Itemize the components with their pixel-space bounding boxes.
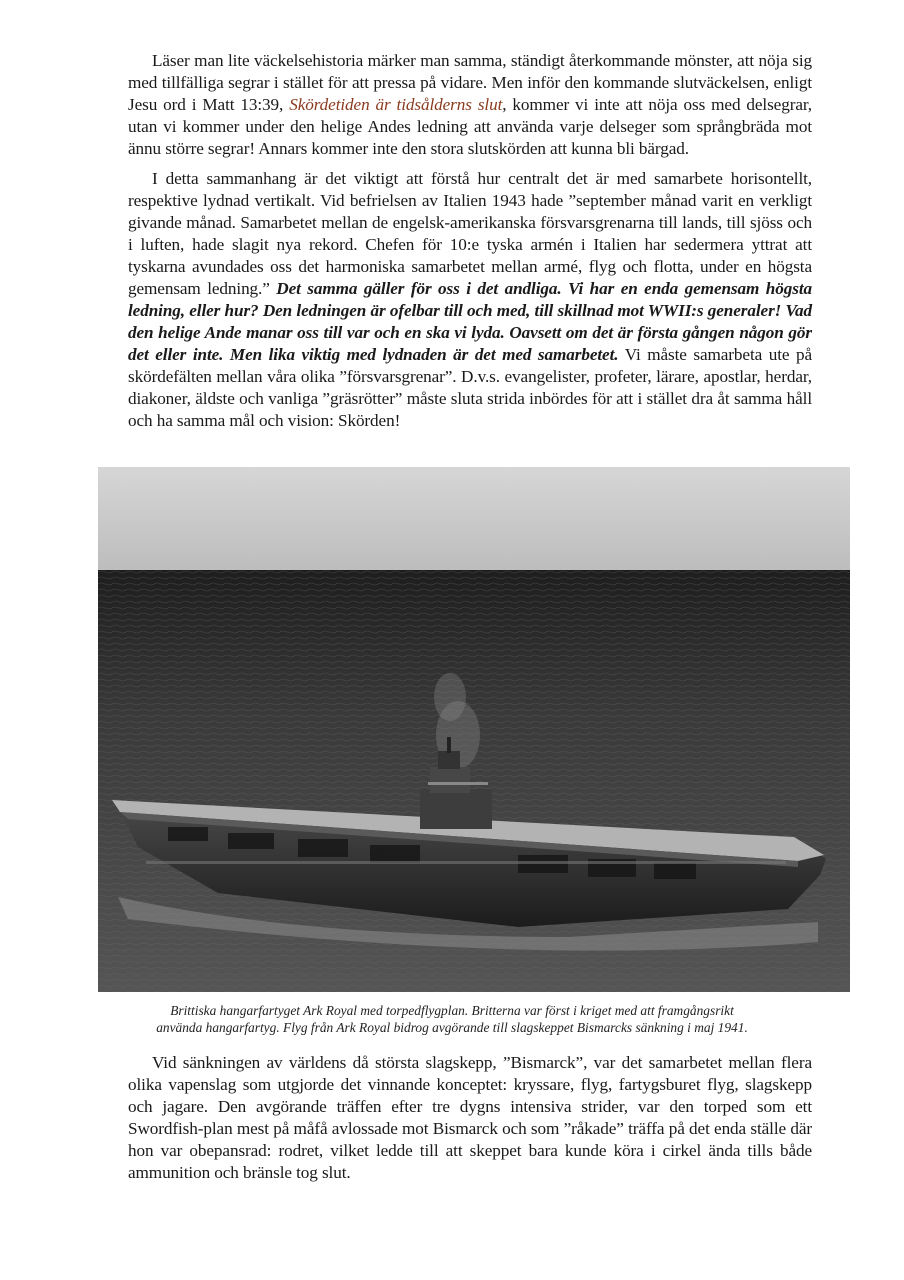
paragraph-2-emphasis: Det samma gäller för oss i det andliga. Vi har en enda gemensam högsta ledning, eller hur? Den ledningen är ofelbar till och med, till skillnad mot WWII:s generaler! Vad den helige Ande manar oss till var och en ska vi lyda. Oavsett om det är första gången någon gör det eller inte. Men lika viktig med lydnaden är det med samarbetet. — [128, 279, 812, 364]
paragraph-2-text-a: I detta sammanhang är det viktigt att förstå hur centralt det är med samarbete horisontellt, respektive lydnad vertikalt. Vid befrielsen av Italien 1943 hade ”september månad varit en verkligt givande månad. Samarbetet mellan de engelsk-amerikanska försvarsgrenarna till lands, till sjöss och i luften, hade slagit nya rekord. Chefen för 10:e tyska armén i Italien har sedermera yttrat att tyskarna avundades oss det harmoniska samarbetet mellan armé, flyg och flotta, under en högsta gemensam ledning.” — [128, 169, 812, 298]
caption-line-2: använda hangarfartyg. Flyg från Ark Royal bidrog avgörande till slagskeppet Bismarcks sänkning i maj 1941. — [156, 1020, 748, 1035]
sky — [98, 467, 850, 570]
ark-royal-photo — [98, 467, 850, 992]
paragraph-1 — [128, 50, 812, 160]
paragraph-2 — [128, 168, 812, 432]
bottom-text-block — [128, 1052, 812, 1184]
paragraph-3: Vid sänkningen av världens då största slagskepp, ”Bismarck”, var det samarbetet mellan flera olika vapenslag som utgjorde det vinnande konceptet: kryssare, flyg, fartygsburet flyg, slagskepp och jagare. Den avgörande träffen efter tre dygns intensiva strider, var den torped som ett Swordfish-plan mest på måfå avlossade mot Bismarck och som ”råkade” träffa på det enda ställe där hon var obepansrad: rodret, vilket ledde till att skeppet bara kunde köra i cirkel ända tills både ammunition och bränsle tog slut. — [128, 1053, 812, 1182]
paragraph-2-text-b: Vi måste samarbeta ute på skördefälten mellan våra olika ”försvarsgrenar”. D.v.s. evangelister, profeter, lärare, apostlar, herdar, diakoner, äldste och vanliga ”gräsrötter” måste sluta strida inbördes för att i stället dra åt samma håll och ha samma mål och vision: Skörden! — [128, 345, 812, 430]
scripture-link[interactable]: Skördetiden är tidsålderns slut — [289, 95, 503, 114]
caption-line-1: Brittiska hangarfartyget Ark Royal med torpedflygplan. Britterna var först i kriget med att framgångsrikt — [170, 1003, 734, 1018]
photo-illustration — [98, 467, 850, 992]
photo-caption — [110, 1002, 794, 1036]
top-text-block — [128, 50, 812, 432]
paragraph-1-text-a: Läser man lite väckelsehistoria märker man samma, ständigt återkommande mönster, att nöja sig med tillfälliga segrar i stället för att pressa på vidare. Men inför den kommande slutväckelsen, enligt Jesu ord i Matt 13:39, — [128, 51, 812, 114]
paragraph-1-text-b: , kommer vi inte att nöja oss med delsegrar, utan vi kommer under den helige Andes ledning att använda varje delseger som språngbräda mot ännu större segrar! Annars kommer inte den stora slutskörden att kunna bli bärgad. — [128, 95, 812, 158]
